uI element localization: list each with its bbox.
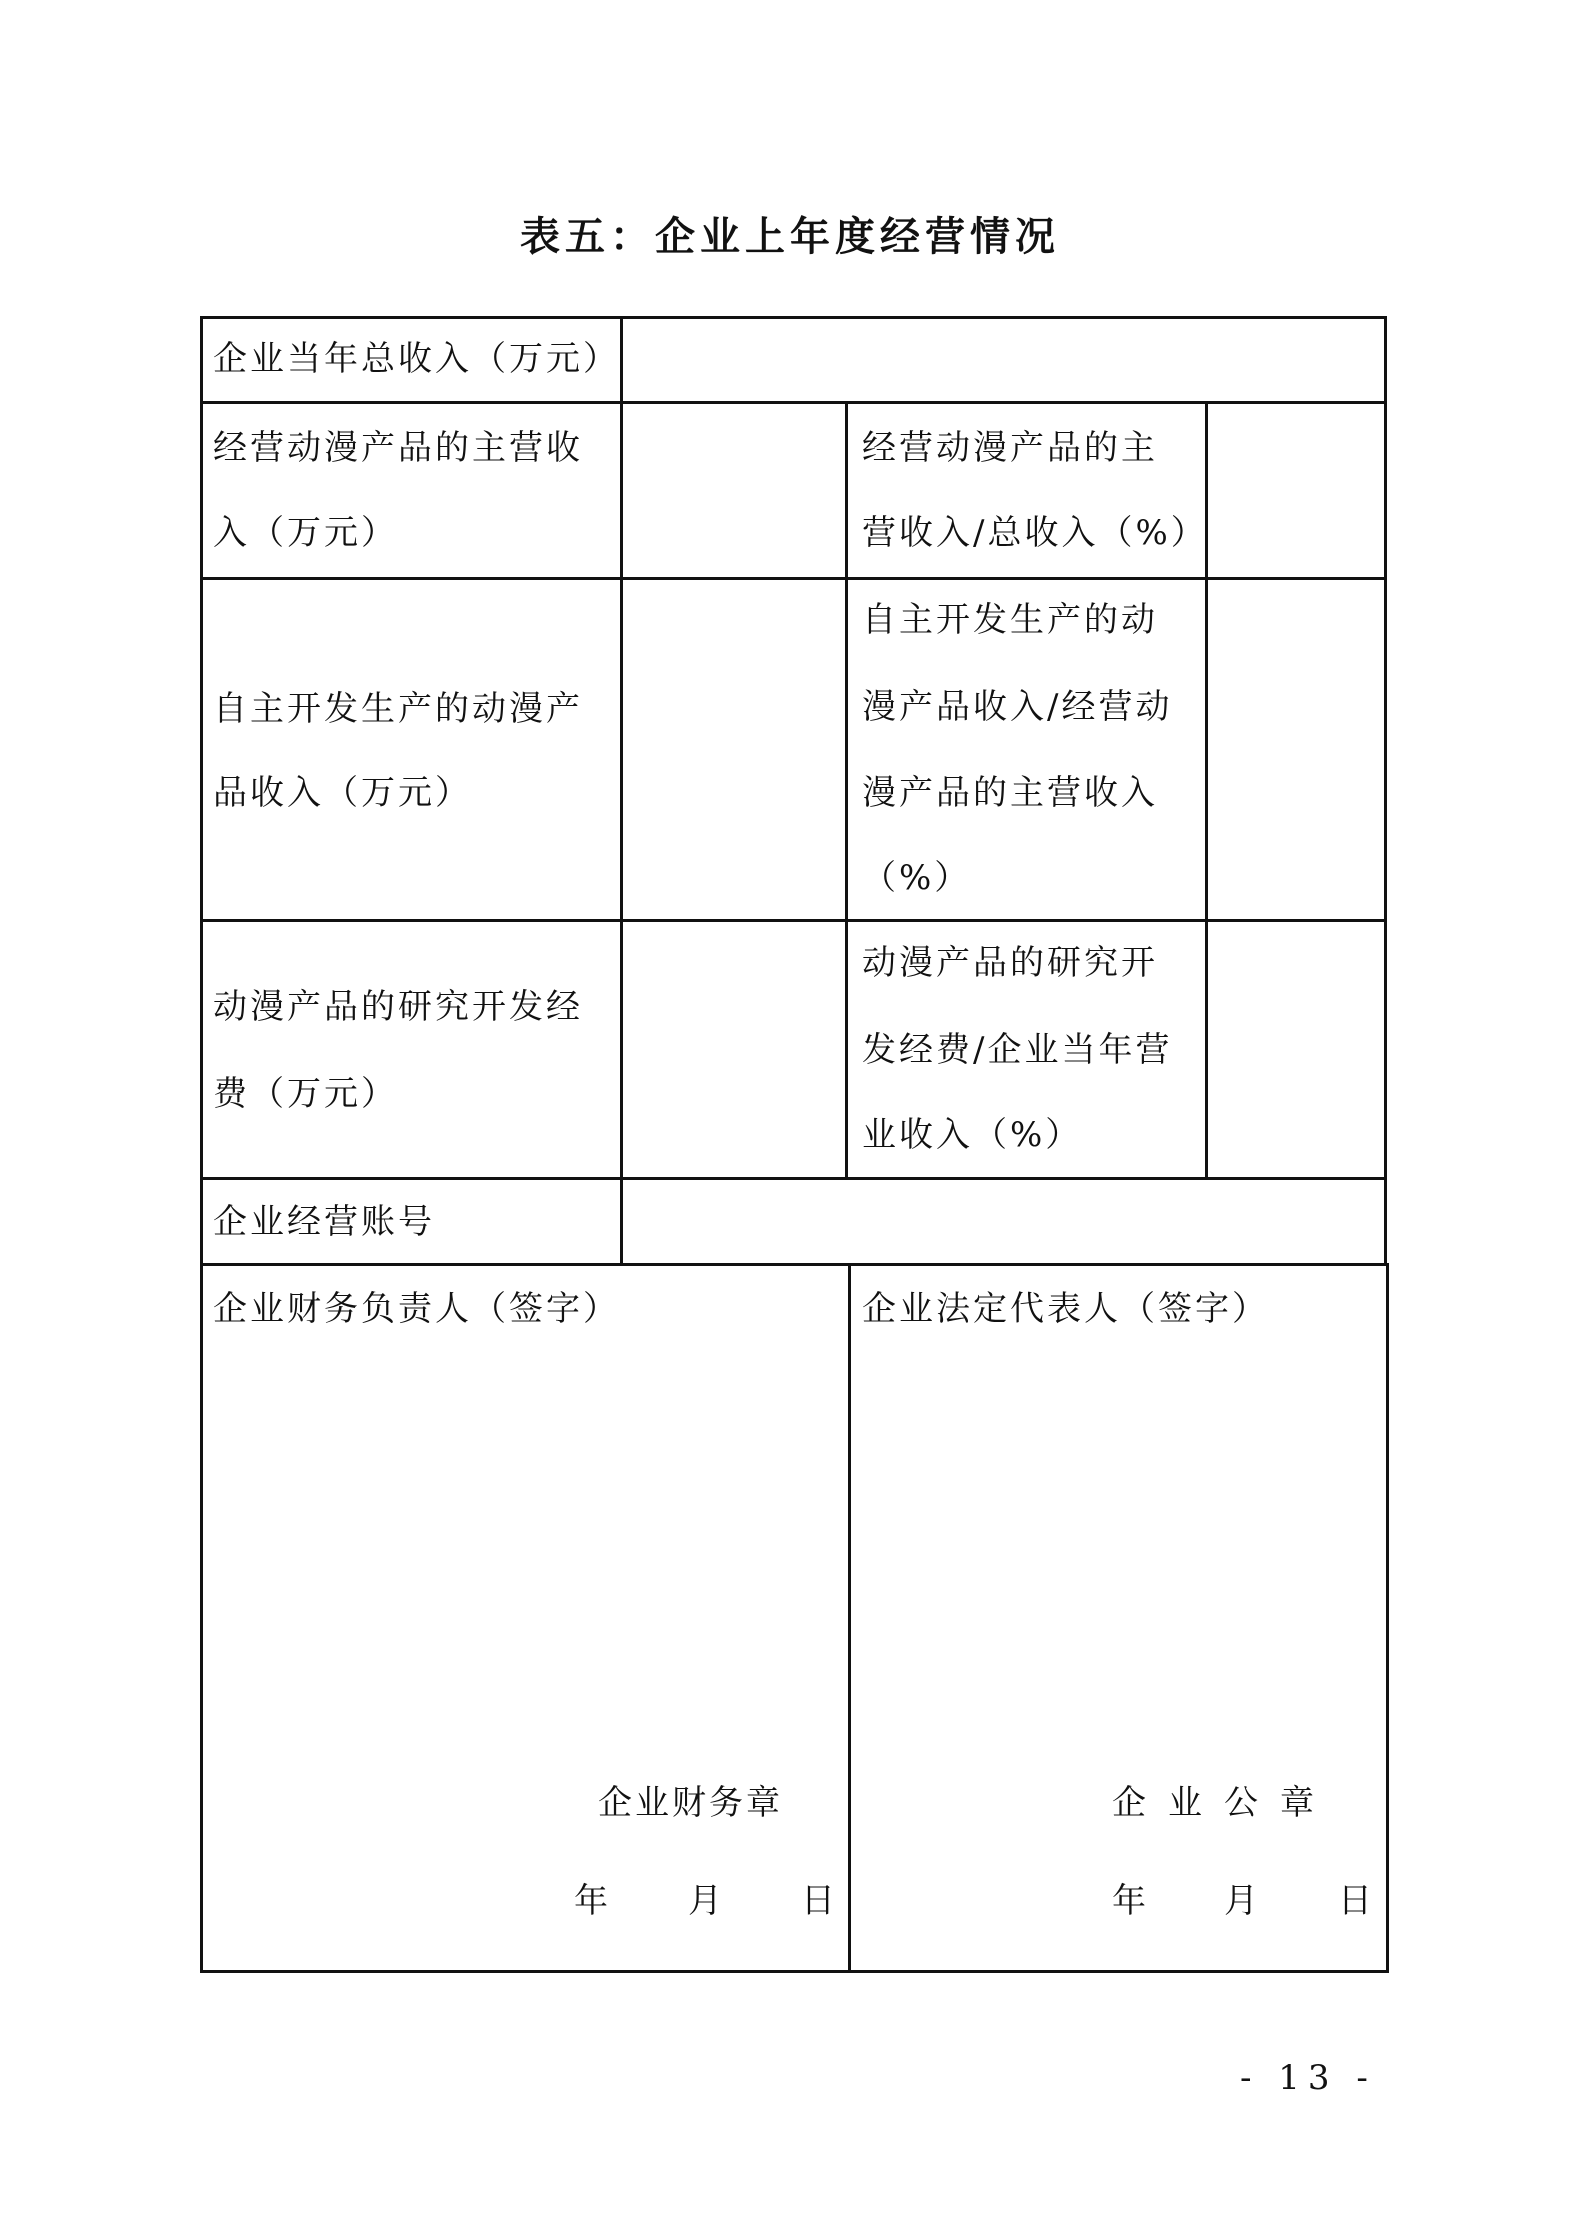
rd-expense-label: 费（万元） bbox=[213, 1074, 398, 1114]
main-income-label: 入（万元） bbox=[213, 513, 398, 553]
rd-ratio-label: 发经费/企业当年营 bbox=[862, 1030, 1173, 1070]
date-year: 年 bbox=[1112, 1881, 1146, 1921]
table-border-right bbox=[1386, 1263, 1389, 1973]
self-dev-ratio-label: 漫产品收入/经营动 bbox=[862, 687, 1173, 727]
table-border-bottom bbox=[200, 1970, 1389, 1973]
rd-ratio-label: 动漫产品的研究开 bbox=[862, 943, 1158, 983]
rd-expense-label: 动漫产品的研究开发经 bbox=[213, 987, 583, 1027]
main-income-ratio-label: 营收入/总收入（%） bbox=[862, 513, 1208, 553]
rd-ratio-label: 业收入（%） bbox=[862, 1115, 1083, 1155]
page-number: - 13 - bbox=[1240, 2058, 1376, 2098]
self-dev-ratio-label: 自主开发生产的动 bbox=[862, 600, 1158, 640]
date-month: 月 bbox=[1224, 1881, 1258, 1921]
date-day: 日 bbox=[801, 1881, 835, 1921]
main-income-label: 经营动漫产品的主营收 bbox=[213, 428, 583, 468]
self-dev-income-label: 自主开发生产的动漫产 bbox=[213, 689, 583, 729]
total-income-label: 企业当年总收入（万元） bbox=[213, 339, 620, 379]
company-seal-label: 企业公章 bbox=[1112, 1783, 1336, 1823]
finance-seal-label: 企业财务章 bbox=[598, 1783, 783, 1823]
date-year: 年 bbox=[574, 1881, 608, 1921]
row-divider bbox=[200, 1263, 1386, 1266]
row-divider bbox=[200, 919, 1386, 922]
finance-head-signature-label: 企业财务负责人（签字） bbox=[213, 1289, 620, 1329]
page-title: 表五：企业上年度经营情况 bbox=[520, 213, 1060, 260]
self-dev-income-label: 品收入（万元） bbox=[213, 773, 472, 813]
self-dev-ratio-label: （%） bbox=[862, 858, 972, 898]
table-border-left bbox=[200, 316, 203, 1973]
table-border-top bbox=[200, 316, 1386, 319]
row-divider bbox=[200, 401, 1386, 404]
column-divider bbox=[848, 1263, 851, 1973]
column-divider bbox=[845, 401, 848, 1178]
date-day: 日 bbox=[1338, 1881, 1372, 1921]
table-border-right bbox=[1384, 316, 1387, 1264]
date-month: 月 bbox=[688, 1881, 722, 1921]
account-label: 企业经营账号 bbox=[213, 1202, 435, 1242]
row-divider bbox=[200, 577, 1386, 580]
column-divider bbox=[620, 316, 623, 1264]
row-divider bbox=[200, 1177, 1386, 1180]
main-income-ratio-label: 经营动漫产品的主 bbox=[862, 428, 1158, 468]
legal-rep-signature-label: 企业法定代表人（签字） bbox=[862, 1289, 1269, 1329]
self-dev-ratio-label: 漫产品的主营收入 bbox=[862, 773, 1158, 813]
